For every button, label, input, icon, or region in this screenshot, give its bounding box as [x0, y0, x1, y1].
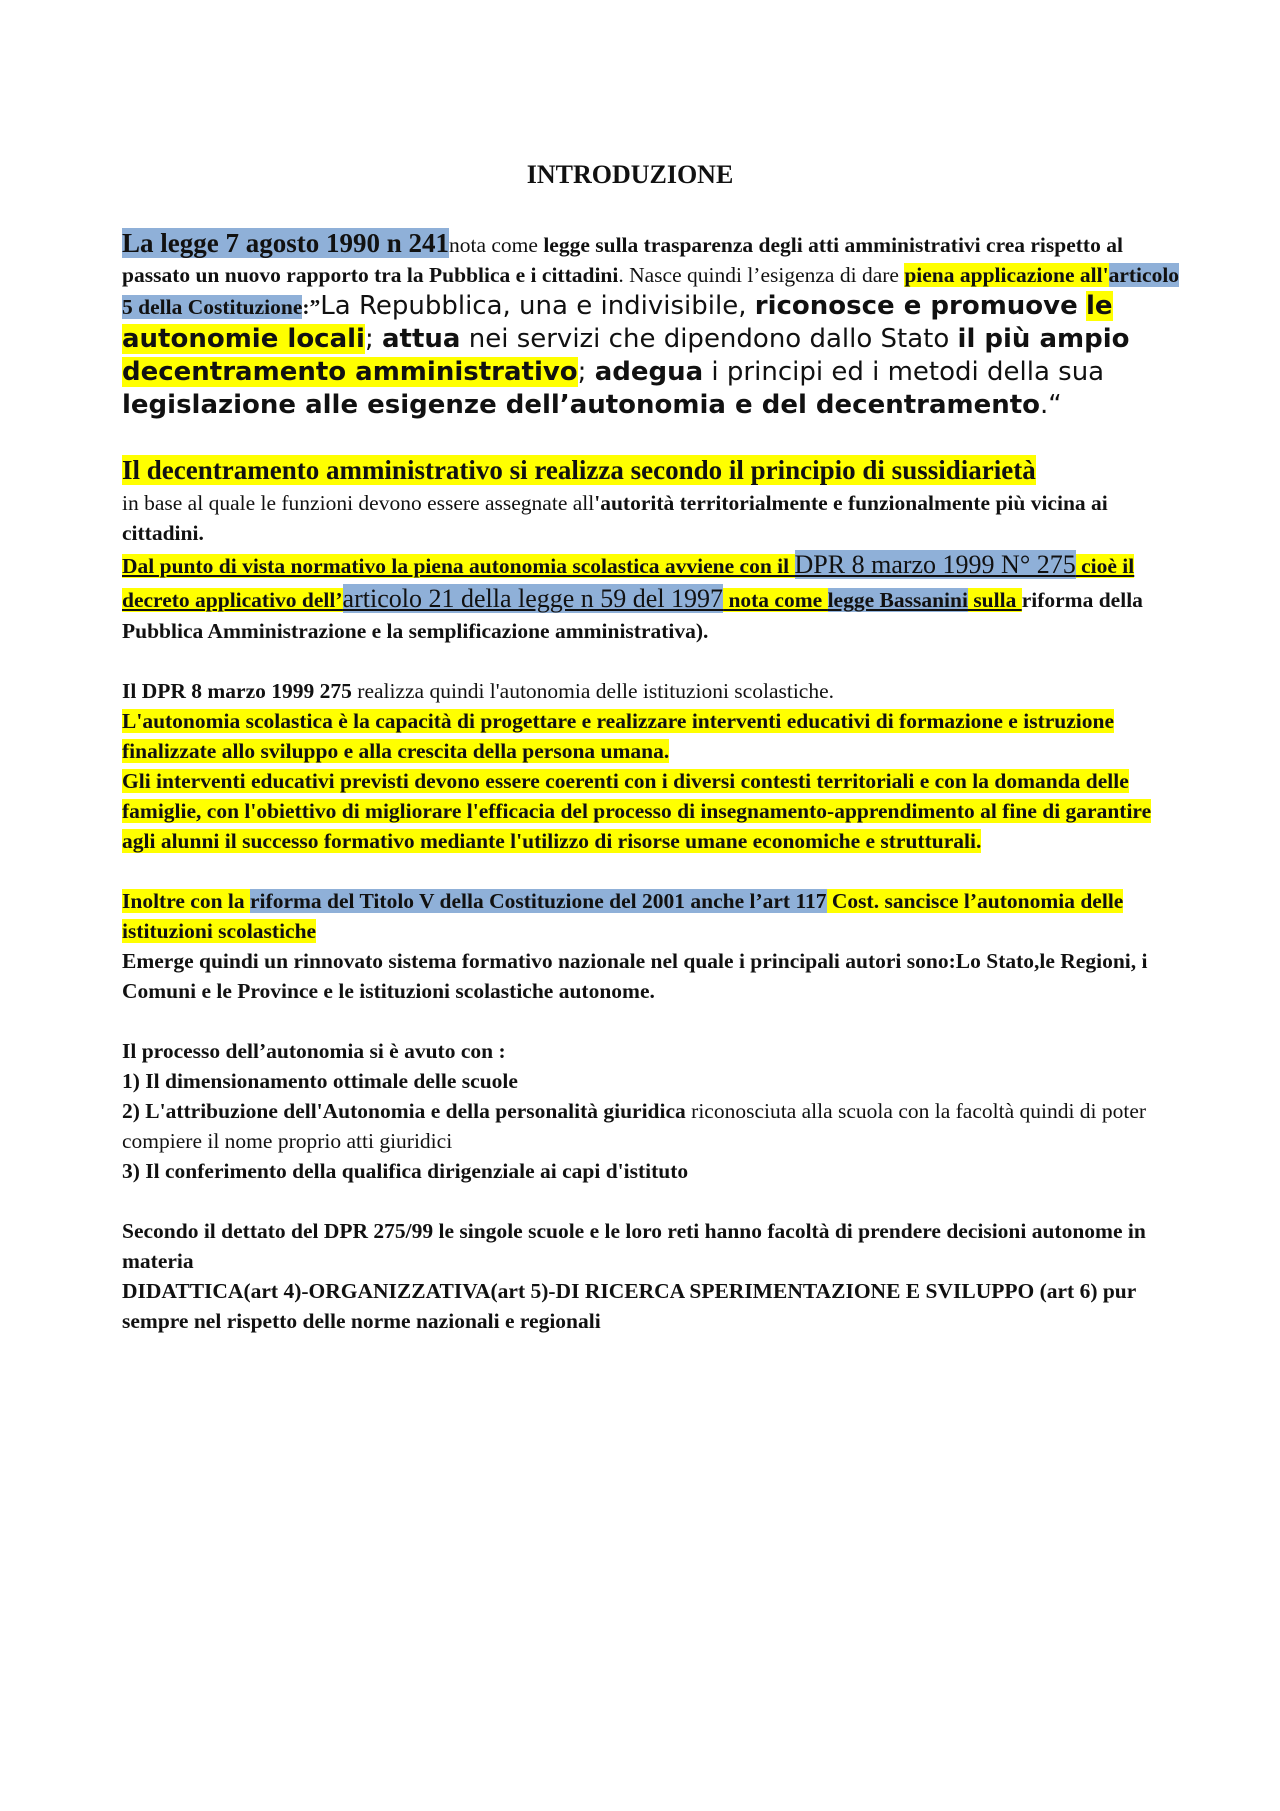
paragraph-dpr-275-99	[122, 1216, 1180, 1336]
dpr-275-highlight: DPR 8 marzo 1999 N° 275	[794, 550, 1076, 579]
text-run: :”	[302, 295, 321, 319]
text-bold: Il DPR 8 marzo 1999 275	[122, 679, 352, 703]
law-241-highlight: La legge 7 agosto 1990 n 241	[122, 228, 449, 258]
law-name: legge sulla trasparenza degli atti amministrativi crea rispetto al passato un nuovo rapporto tra la Pubblica e i cittadini	[122, 233, 1123, 287]
text-run: riconosciuta alla scuola con la facoltà quindi di poter compiere il nome proprio atti giuridici	[122, 1099, 1147, 1153]
text-bold: Emerge quindi un rinnovato sistema formativo nazionale nel quale i principali autori sono:Lo Stato,le Regioni, i Comuni e le Province e le istituzioni scolastiche autonome.	[122, 949, 1148, 1003]
quote-run: nei servizi che dipendono dallo Stato	[460, 324, 958, 354]
bassanini-highlight: legge Bassanini	[827, 588, 968, 612]
text-run: realizza quindi l'autonomia delle istituzioni scolastiche.	[351, 679, 835, 703]
full-application-highlight: piena applicazione all'	[904, 263, 1109, 287]
article-21-highlight: articolo 21 della legge n 59 del 1997	[342, 584, 724, 613]
list-intro: Il processo dell’autonomia si è avuto con :	[122, 1039, 506, 1063]
text-highlight: Dal punto di vista normativo la piena autonomia scolastica avviene con il	[122, 554, 795, 578]
text-bold: 'autorità territorialmente e funzionalmente più vicina ai cittadini.	[122, 491, 1108, 545]
paragraph-dpr-275	[122, 548, 1180, 646]
quote-bold: legislazione alle esigenze dell’autonomia e del decentramento	[122, 390, 1041, 420]
text-highlight: nota come	[723, 588, 828, 612]
quote-bold: riconosce e promuove	[754, 291, 1078, 321]
text-run: nota come	[449, 233, 544, 257]
list-item: 1) Il dimensionamento ottimale delle scuole	[122, 1069, 518, 1093]
text-highlight: cioè il decreto applicativo dell’	[122, 554, 1135, 612]
quote-run: ;	[577, 357, 595, 387]
autonomia-definition-highlight: L'autonomia scolastica è la capacità di progettare e realizzare interventi educativi di formazione e istruzione finalizzate allo sviluppo e alla crescita della persona umana.	[122, 709, 1114, 763]
paragraph-titolo-v	[122, 886, 1180, 1006]
paragraph-sussidiarieta	[122, 452, 1180, 548]
paragraph-processo-autonomia	[122, 1036, 1180, 1186]
interventi-educativi-highlight: Gli interventi educativi previsti devono essere coerenti con i diversi contesti territoriali e con la domanda delle famiglie, con l'obiettivo di migliorare l'efficacia del processo di insegnamento-apprendimento al fine di garantire agli alunni il successo formativo mediante l'utilizzo di risorse umane economiche e strutturali.	[122, 769, 1152, 853]
quote-run: ;	[364, 324, 382, 354]
paragraph-law-241	[122, 228, 1180, 422]
list-item: 2) L'attribuzione dell'Autonomia e della personalità giuridica	[122, 1099, 686, 1123]
titolo-v-highlight: riforma del Titolo V della Costituzione del 2001 anche l’art 117	[250, 889, 827, 913]
quote-bold: il più ampio	[957, 324, 1130, 354]
quote-run: .“	[1040, 390, 1062, 420]
text-bold: riforma della Pubblica Amministrazione e la semplificazione amministrativa).	[122, 588, 1143, 643]
text-highlight: Inoltre con la	[122, 889, 251, 913]
sussidiarieta-heading: Il decentramento amministrativo si realizza secondo il principio di sussidiarietà	[122, 455, 1036, 485]
quote-run	[1078, 291, 1086, 321]
text-bold: Secondo il dettato del DPR 275/99 le singole scuole e le loro reti hanno facoltà di prendere decisioni autonome in materia	[122, 1219, 1146, 1273]
paragraph-dpr-autonomia	[122, 676, 1180, 706]
quote-run: La Repubblica, una e indivisibile,	[320, 291, 755, 321]
text-run: in base al quale le funzioni devono essere assegnate all	[122, 491, 595, 515]
article-5-highlight: articolo 5 della Costituzione	[122, 263, 1180, 319]
quote-bold: attua	[382, 324, 461, 354]
text-highlight: sulla	[967, 588, 1022, 612]
document-body	[122, 228, 1180, 1336]
paragraph-autonomia-scolastica	[122, 706, 1180, 856]
document-title: INTRODUZIONE	[526, 160, 734, 189]
quote-run: i principi ed i metodi della sua	[703, 357, 1105, 387]
decentramento-highlight: decentramento amministrativo	[122, 357, 578, 387]
autonomie-locali-highlight: le autonomie locali	[122, 291, 1113, 354]
quote-bold: adegua	[594, 357, 704, 387]
text-bold: DIDATTICA(art 4)-ORGANIZZATIVA(art 5)-DI RICERCA SPERIMENTAZIONE E SVILUPPO (art 6) pur sempre nel rispetto delle norme nazionali e regionali	[122, 1279, 1136, 1333]
list-item: 3) Il conferimento della qualifica dirigenziale ai capi d'istituto	[122, 1159, 689, 1183]
text-run: . Nasce quindi l’esigenza di dare	[618, 263, 905, 287]
text-highlight: Cost. sancisce l’autonomia delle istituzioni scolastiche	[122, 889, 1124, 943]
